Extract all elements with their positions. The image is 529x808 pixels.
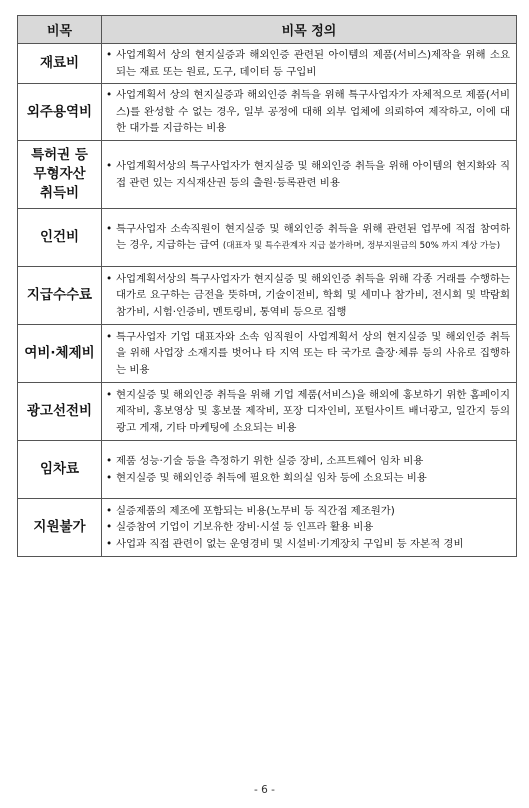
header-item: 비목 (18, 16, 102, 44)
budget-item-name: 여비·체제비 (18, 325, 102, 383)
item-name-line: 무형자산 (33, 166, 86, 182)
budget-item-definition (102, 141, 517, 209)
definition-bullet: • 실증제품의 제조에 포함되는 비용(노무비 등 직간접 제조원가) (106, 503, 510, 520)
table-row (18, 383, 517, 441)
bullet-note: (대표자 및 특수관계자 지급 불가하며, 정부지원금의 50% 까지 계상 가능) (222, 241, 501, 251)
table-row (18, 441, 517, 499)
table-row (18, 267, 517, 325)
budget-item-definition (102, 267, 517, 325)
budget-item-definition (102, 84, 517, 141)
header-definition: 비목 정의 (102, 16, 517, 44)
table-header-row (18, 16, 517, 44)
table-row (18, 84, 517, 141)
budget-item-name: 재료비 (18, 44, 102, 84)
budget-item-name: 임차료 (18, 441, 102, 499)
budget-item-name: 지급수수료 (18, 267, 102, 325)
table-row (18, 44, 517, 84)
budget-item-definition (102, 499, 517, 557)
item-name-line: 취득비 (39, 185, 80, 201)
budget-item-definition (102, 209, 517, 267)
budget-item-definition (102, 325, 517, 383)
table-row (18, 209, 517, 267)
definition-bullet: • 특구사업자 기업 대표자와 소속 임직원이 사업계획서 상의 현지실증 및 해외인증 취득을 위해 사업장 소재지를 벗어나 타 지역 또는 타 국가로 출장·체류 등의 사유로 집행하는 비용 (106, 329, 510, 379)
bullet-text: 특구사업자 소속직원이 현지실증 및 해외인증 취득을 위해 관련된 업무에 직접 참여하는 경우, 지급하는 급여 (116, 222, 510, 251)
table-row (18, 325, 517, 383)
budget-item-name: 인건비 (18, 209, 102, 267)
table-row (18, 141, 517, 209)
definition-bullet: • 사업과 직접 관련이 없는 운영경비 및 시설비·기계장치 구입비 등 자본적 경비 (106, 536, 510, 553)
budget-item-name: 외주용역비 (18, 84, 102, 141)
definition-bullet: • 사업계획서 상의 현지실증과 해외인증 관련된 아이템의 제품(서비스)제작을 위해 소요되는 재료 또는 원료, 도구, 데이터 등 구입비 (106, 47, 510, 80)
budget-item-definition (102, 441, 517, 499)
page-number: - 6 - (254, 784, 275, 796)
definition-bullet (106, 221, 510, 255)
definition-bullet: • 실증참여 기업이 기보유한 장비·시설 등 인프라 활용 비용 (106, 519, 510, 536)
definition-bullet: • 제품 성능·기술 등을 측정하기 위한 실증 장비, 소프트웨어 임차 비용 (106, 453, 510, 470)
item-name-line: 특허권 등 (31, 147, 88, 163)
definition-bullet: • 현지실증 및 해외인증 취득을 위해 기업 제품(서비스)을 해외에 홍보하기 위한 홈페이지 제작비, 홍보영상 및 홍보물 제작비, 포장 디자인비, 포털사이트 배너광고, 일간지 등의 광고 게재, 기타 마케팅에 소요되는 비용 (106, 387, 510, 437)
definition-bullet: • 현지실증 및 해외인증 취득에 필요한 회의실 임차 등에 소요되는 비용 (106, 470, 510, 487)
budget-item-definition (102, 383, 517, 441)
table-row (18, 499, 517, 557)
budget-item-definition (102, 44, 517, 84)
definition-bullet: • 사업계획서상의 특구사업자가 현지실증 및 해외인증 취득을 위해 각종 거래를 수행하는 대가로 요구하는 금전을 뜻하며, 기술이전비, 학회 및 세미나 참가비, 전시회 및 박람회 참가비, 시험·인증비, 멘토링비, 통역비 등으로 집행 (106, 271, 510, 321)
definition-bullet: • 사업계획서 상의 현지실증과 해외인증 취득을 위해 특구사업자가 자체적으로 제품(서비스)를 완성할 수 없는 경우, 일부 공정에 대해 외부 업체에 의뢰하여 제작하고, 이에 대한 대가를 지급하는 비용 (106, 87, 510, 137)
budget-item-name: 지원불가 (18, 499, 102, 557)
budget-item-name: 광고선전비 (18, 383, 102, 441)
definition-bullet: • 사업계획서상의 특구사업자가 현지실증 및 해외인증 취득을 위해 아이템의 현지화와 직접 관련 있는 지식재산권 등의 출원·등록관련 비용 (106, 158, 510, 191)
budget-item-name (18, 141, 102, 209)
budget-items-table (17, 15, 517, 557)
